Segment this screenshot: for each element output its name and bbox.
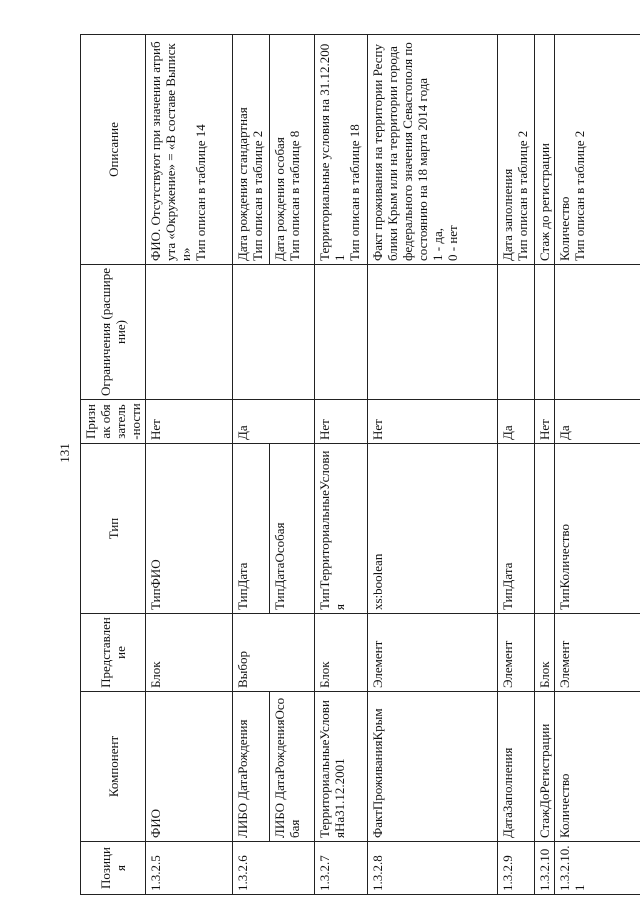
table-row <box>535 35 555 895</box>
cell-representation: Блок <box>535 614 555 692</box>
cell-type: xs:boolean <box>368 444 498 614</box>
cell-component: ЛИБО ДатаРожденияОсобая <box>270 692 315 842</box>
table-row <box>368 35 498 895</box>
cell-description <box>498 35 535 265</box>
cell-representation: Блок <box>315 614 368 692</box>
cell-required: Да <box>233 400 315 444</box>
cell-restrictions <box>315 265 368 400</box>
cell-required: Нет <box>146 400 233 444</box>
table-row <box>498 35 535 895</box>
cell-type: ТипДата <box>233 444 270 614</box>
cell-position: 1.3.2.9 <box>498 842 535 895</box>
cell-description <box>270 35 315 265</box>
cell-component: ДатаЗаполнения <box>498 692 535 842</box>
cell-required: Да <box>555 400 640 444</box>
header-restrictions: Ограничения (расширение) <box>81 265 146 400</box>
cell-position: 1.3.2.6 <box>233 842 315 895</box>
description-line: 1 - да, <box>430 228 445 261</box>
table-header-row <box>81 35 146 895</box>
cell-restrictions <box>146 265 233 400</box>
table-row <box>270 35 315 895</box>
schema-table <box>80 34 640 895</box>
description-line: Факт проживания на территории Республики Крым или на территории города федерального значения Севастополя по состоянию на 18 марта 2014 года <box>370 42 430 261</box>
cell-required: Нет <box>535 400 555 444</box>
header-type: Тип <box>81 444 146 614</box>
cell-representation: Выбор <box>233 614 315 692</box>
description-line: Тип описан в таблице 14 <box>193 124 208 261</box>
description-line: 0 - нет <box>445 225 460 261</box>
cell-position: 1.3.2.10.1 <box>555 842 640 895</box>
description-line: Количество <box>557 196 572 261</box>
description-line: Дата рождения стандартная <box>235 107 250 261</box>
cell-description <box>535 35 555 265</box>
description-line: Тип описан в таблице 2 <box>515 130 530 261</box>
description-line: Тип описан в таблице 8 <box>287 130 302 261</box>
cell-restrictions <box>535 265 555 400</box>
cell-description <box>368 35 498 265</box>
cell-type: ТипДатаОсобая <box>270 444 315 614</box>
header-representation: Представление <box>81 614 146 692</box>
cell-type: ТипТерриториальныеУсловия <box>315 444 368 614</box>
cell-restrictions <box>498 265 535 400</box>
cell-representation: Элемент <box>555 614 640 692</box>
cell-restrictions <box>233 265 315 400</box>
header-required: Признак обязатель-ности <box>81 400 146 444</box>
cell-description <box>315 35 368 265</box>
description-line: Тип описан в таблице 18 <box>347 124 362 261</box>
cell-component: ЛИБО ДатаРождения <box>233 692 270 842</box>
cell-position: 1.3.2.5 <box>146 842 233 895</box>
description-line: ФИО. Отсутствуют при значении атрибута «Окружение» = «В составе Выписки» <box>148 41 193 261</box>
cell-required: Нет <box>315 400 368 444</box>
cell-component: ФИО <box>146 692 233 842</box>
table-row <box>146 35 233 895</box>
description-line: Дата заполнения <box>500 168 515 261</box>
cell-position: 1.3.2.7 <box>315 842 368 895</box>
table-row <box>315 35 368 895</box>
description-line: Дата рождения особая <box>272 137 287 261</box>
cell-description <box>146 35 233 265</box>
cell-description <box>555 35 640 265</box>
description-line: Тип описан в таблице 2 <box>572 130 587 261</box>
cell-type: ТипФИО <box>146 444 233 614</box>
cell-position: 1.3.2.10 <box>535 842 555 895</box>
page-number: 131 <box>57 443 72 463</box>
cell-required: Нет <box>368 400 498 444</box>
cell-description <box>233 35 270 265</box>
cell-representation: Блок <box>146 614 233 692</box>
cell-type <box>535 444 555 614</box>
header-component: Компонент <box>81 692 146 842</box>
cell-representation: Элемент <box>368 614 498 692</box>
header-position: Позиция <box>81 842 146 895</box>
header-description: Описание <box>81 35 146 265</box>
cell-component: СтажДоРегистрации <box>535 692 555 842</box>
cell-type: ТипДата <box>498 444 535 614</box>
cell-representation: Элемент <box>498 614 535 692</box>
cell-component: ТерриториальныеУсловияНа31.12.2001 <box>315 692 368 842</box>
table-row <box>555 35 640 895</box>
cell-position: 1.3.2.8 <box>368 842 498 895</box>
description-line: Стаж до регистрации <box>537 142 552 261</box>
cell-component: ФактПроживанияКрым <box>368 692 498 842</box>
description-line: Тип описан в таблице 2 <box>250 130 265 261</box>
cell-required: Да <box>498 400 535 444</box>
description-line: Территориальные условия на 31.12.2001 <box>317 43 347 261</box>
cell-restrictions <box>368 265 498 400</box>
table-row <box>233 35 270 895</box>
cell-restrictions <box>555 265 640 400</box>
cell-type: ТипКоличество <box>555 444 640 614</box>
cell-component: Количество <box>555 692 640 842</box>
rotated-table-container <box>80 35 640 895</box>
